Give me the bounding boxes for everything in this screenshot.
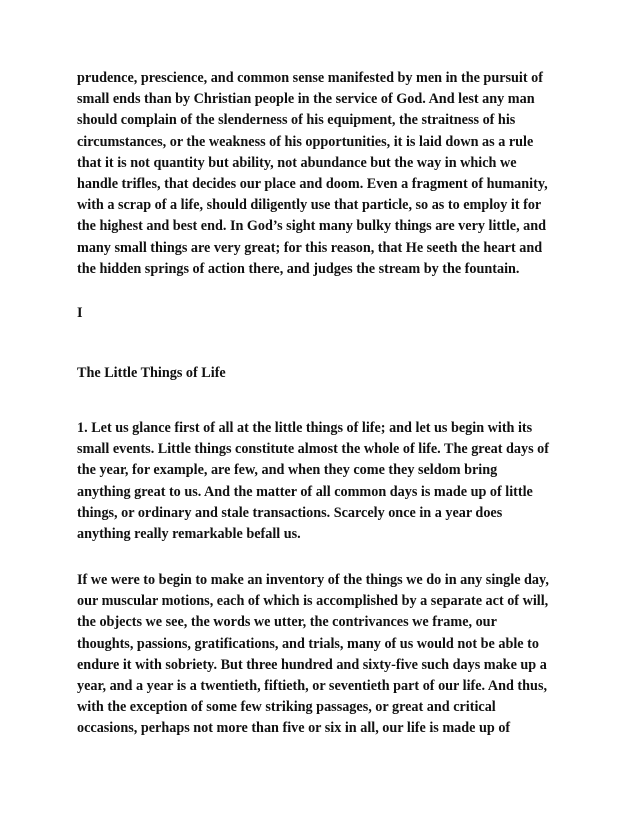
paragraph-inventory [77,570,567,740]
paragraph-line: with the exception of some few striking passages, or great and critical [77,699,496,716]
paragraph-line: things, or ordinary and stale transactions. Scarcely once in a year does [77,504,503,521]
paragraph-line: anything really remarkable befall us. [77,525,301,542]
paragraph-line: small events. Little things constitute almost the whole of life. The great days of [77,441,549,458]
paragraph-line: thoughts, passions, gratifications, and trials, many of us would not be able to [77,635,539,652]
paragraph-line: If we were to begin to make an inventory of the things we do in any single day, [77,572,549,588]
paragraph-line: occasions, perhaps not more than five or six in all, our life is made up of [77,720,511,737]
paragraph-line: circumstances, or the weakness of his opportunities, it is laid down as a rule [77,133,534,150]
paragraph-line: endure it with sobriety. But three hundred and sixty-five such days make up a [77,656,547,673]
section-number-text: I [77,305,83,321]
paragraph-line: the highest and best end. In God’s sight many bulky things are very little, and [77,218,547,235]
paragraph-line: anything great to us. And the matter of all common days is made up of little [77,483,533,500]
paragraph-line: 1. Let us glance first of all at the little things of life; and let us begin with its [77,420,533,436]
paragraph-line: many small things are very great; for this reason, that He seeth the heart and [77,239,543,256]
section-number [77,303,567,324]
section-heading-text: The Little Things of Life [77,365,226,381]
section-heading [77,363,567,384]
paragraph-line: prudence, prescience, and common sense manifested by men in the pursuit of [77,70,543,86]
paragraph-line: the hidden springs of action there, and judges the stream by the fountain. [77,260,520,277]
paragraph-intro [77,68,567,280]
paragraph-little-things [77,418,567,545]
paragraph-line: year, and a year is a twentieth, fiftieth, or seventieth part of our life. And thus, [77,677,548,694]
paragraph-line: with a scrap of a life, should diligently use that particle, so as to employ it for [77,197,542,214]
paragraph-line: our muscular motions, each of which is accomplished by a separate act of will, [77,593,549,610]
paragraph-line: handle trifles, that decides our place and doom. Even a fragment of humanity, [77,175,548,192]
paragraph-line: the objects we see, the words we utter, the contrivances we frame, our [77,614,497,631]
paragraph-line: small ends than by Christian people in the service of God. And lest any man [77,91,535,108]
paragraph-line: that it is not quantity but ability, not abundance but the way in which we [77,154,517,171]
paragraph-line: should complain of the slenderness of his equipment, the straitness of his [77,112,516,129]
paragraph-line: the year, for example, are few, and when they come they seldom bring [77,462,498,479]
